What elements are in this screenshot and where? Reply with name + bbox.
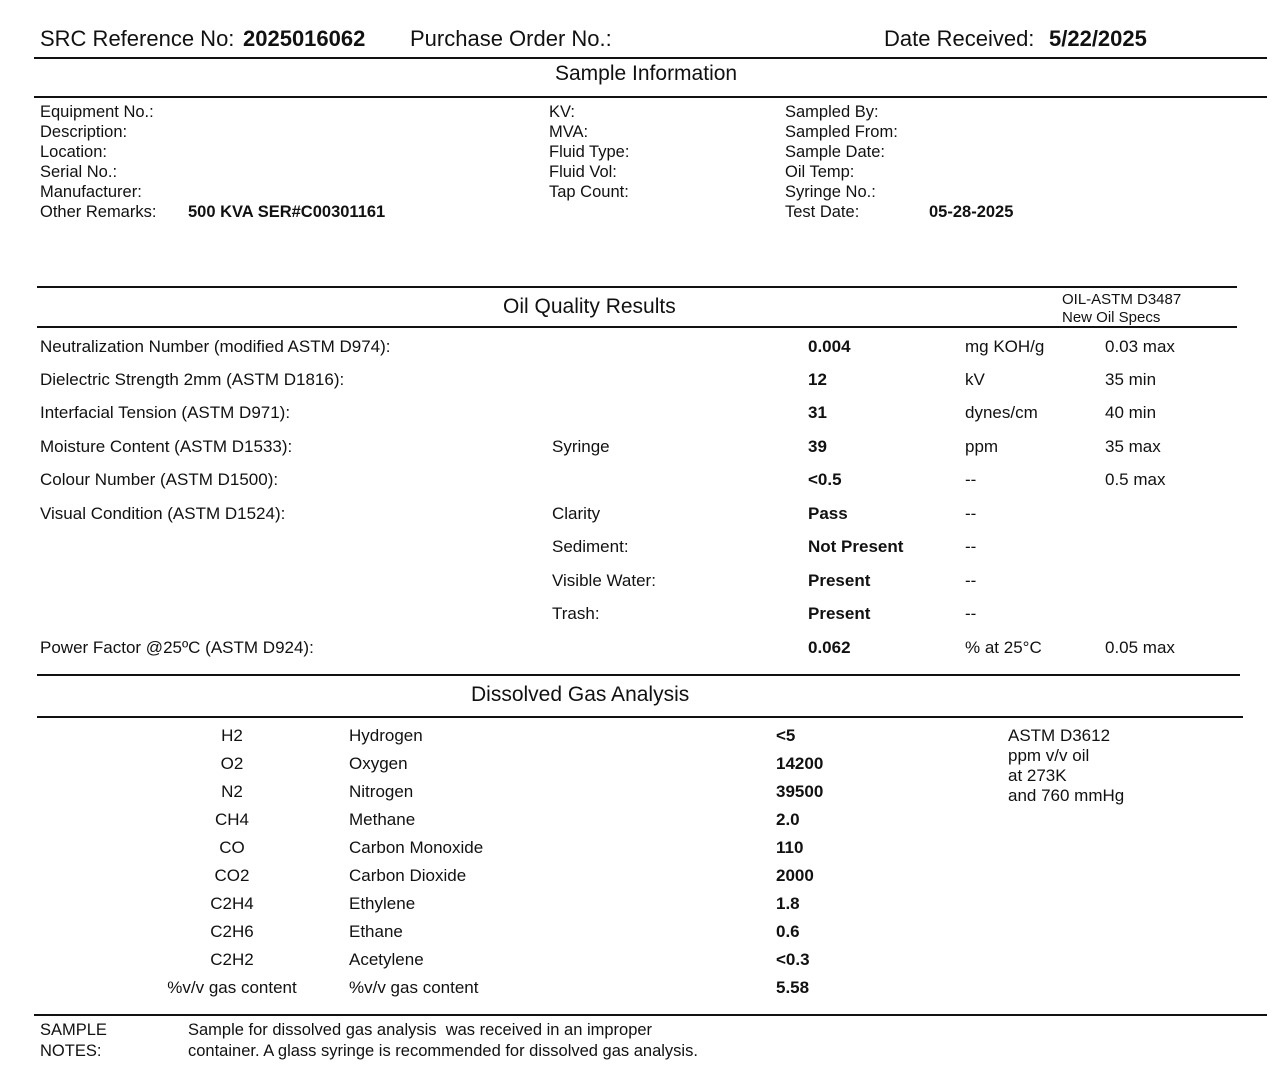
gas-value: 0.6 xyxy=(776,922,800,941)
header-divider xyxy=(34,57,1267,59)
notes-label-line: SAMPLE xyxy=(40,1021,107,1039)
tap-count-label: Tap Count: xyxy=(549,183,629,201)
gas-formula: %v/v gas content xyxy=(167,978,297,997)
sample-info-title: Sample Information xyxy=(555,62,738,85)
gas-value: 1.8 xyxy=(776,894,800,913)
gas-formula: N2 xyxy=(221,782,243,801)
notes-text-line: container. A glass syringe is recommended for dissolved gas analysis. xyxy=(188,1042,698,1060)
test-unit: -- xyxy=(965,571,977,590)
gas-formula: C2H4 xyxy=(210,894,254,913)
gas-formula: CO xyxy=(219,838,245,857)
sample-info-col3 xyxy=(785,102,898,222)
dga-top-divider xyxy=(37,674,1240,676)
oil-quality-divider xyxy=(37,326,1237,328)
test-value: 0.004 xyxy=(808,337,851,356)
gas-name: Oxygen xyxy=(349,754,408,773)
gas-name: Ethane xyxy=(349,922,403,941)
test-subtype: Trash: xyxy=(552,604,600,623)
spec-type-label: New Oil Specs xyxy=(1062,309,1161,326)
test-date-value: 05-28-2025 xyxy=(929,203,1014,221)
test-unit: kV xyxy=(965,370,985,389)
notes-text-line: Sample for dissolved gas analysis was received in an improper xyxy=(188,1021,653,1039)
gas-name: Methane xyxy=(349,810,416,829)
date-received-value: 5/22/2025 xyxy=(1049,26,1147,51)
test-subtype: Clarity xyxy=(552,504,601,523)
test-name: Interfacial Tension (ASTM D971): xyxy=(40,403,291,422)
gas-value: 110 xyxy=(776,838,804,857)
src-reference-value: 2025016062 xyxy=(243,26,366,51)
test-name: Colour Number (ASTM D1500): xyxy=(40,470,279,489)
gas-formula: CO2 xyxy=(214,866,250,885)
notes-label xyxy=(40,1020,107,1062)
gas-formula: CH4 xyxy=(214,810,249,829)
gas-name: %v/v gas content xyxy=(349,978,479,997)
test-subtype: Sediment: xyxy=(552,537,629,556)
dga-method-line: at 273K xyxy=(1008,766,1067,785)
sample-info-col1 xyxy=(40,102,156,222)
sample-info-divider xyxy=(34,96,1267,98)
gas-formula: C2H2 xyxy=(210,950,254,969)
gas-formula: H2 xyxy=(221,726,243,745)
test-value: <0.5 xyxy=(808,470,842,489)
test-value: 12 xyxy=(808,370,827,389)
gas-formula: O2 xyxy=(220,754,244,773)
test-value: 39 xyxy=(808,437,827,456)
gas-name: Ethylene xyxy=(349,894,416,913)
manufacturer-label: Manufacturer: xyxy=(40,183,142,201)
notes-label-line: NOTES: xyxy=(40,1042,102,1060)
location-label: Location: xyxy=(40,143,107,161)
gas-value: <0.3 xyxy=(776,950,810,969)
kv-label: KV: xyxy=(549,103,575,121)
other-remarks-value: 500 KVA SER#C00301161 xyxy=(188,203,386,221)
test-spec: 35 min xyxy=(1105,370,1157,389)
gas-name: Carbon Monoxide xyxy=(349,838,484,857)
date-received-label: Date Received: xyxy=(884,26,1035,51)
oil-quality-top-divider xyxy=(37,286,1237,288)
test-value: 0.062 xyxy=(808,638,851,657)
test-spec: 40 min xyxy=(1105,403,1157,422)
test-spec: 35 max xyxy=(1105,437,1161,456)
test-value: 31 xyxy=(808,403,827,422)
src-reference-label: SRC Reference No: xyxy=(40,26,235,51)
gas-value: 2000 xyxy=(776,866,814,885)
gas-value: 2.0 xyxy=(776,810,800,829)
oil-temp-label: Oil Temp: xyxy=(785,163,855,181)
test-value: Not Present xyxy=(808,537,904,556)
sampled-by-label: Sampled By: xyxy=(785,103,879,121)
dga-method-line: and 760 mmHg xyxy=(1008,786,1125,805)
gas-name: Carbon Dioxide xyxy=(349,866,467,885)
test-date-label: Test Date: xyxy=(785,203,860,221)
sampled-from-label: Sampled From: xyxy=(785,123,898,141)
test-value: Present xyxy=(808,604,871,623)
dga-method-line: ASTM D3612 xyxy=(1008,726,1111,745)
dga-method-line: ppm v/v oil xyxy=(1008,746,1090,765)
fluid-type-label: Fluid Type: xyxy=(549,143,630,161)
test-unit: -- xyxy=(965,537,977,556)
test-unit: -- xyxy=(965,504,977,523)
oil-quality-title: Oil Quality Results xyxy=(503,295,676,318)
gas-value: <5 xyxy=(776,726,796,745)
purchase-order-label: Purchase Order No.: xyxy=(410,26,612,51)
gas-value: 14200 xyxy=(776,754,824,773)
gas-name: Nitrogen xyxy=(349,782,414,801)
test-name: Visual Condition (ASTM D1524): xyxy=(40,504,286,523)
sample-date-label: Sample Date: xyxy=(785,143,885,161)
test-value: Pass xyxy=(808,504,848,523)
test-unit: -- xyxy=(965,470,977,489)
test-unit: mg KOH/g xyxy=(965,337,1045,356)
test-name: Dielectric Strength 2mm (ASTM D1816): xyxy=(40,370,345,389)
mva-label: MVA: xyxy=(549,123,589,141)
gas-name: Hydrogen xyxy=(349,726,423,745)
spec-standard-label: OIL-ASTM D3487 xyxy=(1062,291,1182,308)
test-value: Present xyxy=(808,571,871,590)
description-label: Description: xyxy=(40,123,128,141)
gas-value: 5.58 xyxy=(776,978,810,997)
gas-formula: C2H6 xyxy=(210,922,254,941)
test-unit: % at 25°C xyxy=(965,638,1042,657)
serial-no-label: Serial No.: xyxy=(40,163,118,181)
test-unit: dynes/cm xyxy=(965,403,1038,422)
sample-info-col2 xyxy=(549,102,629,202)
test-unit: -- xyxy=(965,604,977,623)
test-spec: 0.5 max xyxy=(1105,470,1166,489)
test-subtype: Syringe xyxy=(552,437,610,456)
dga-title: Dissolved Gas Analysis xyxy=(471,683,690,706)
gas-value: 39500 xyxy=(776,782,824,801)
fluid-vol-label: Fluid Vol: xyxy=(549,163,617,181)
notes-text xyxy=(188,1020,698,1062)
test-spec: 0.05 max xyxy=(1105,638,1175,657)
equipment-no-label: Equipment No.: xyxy=(40,103,154,121)
dga-divider xyxy=(37,716,1243,718)
test-name: Power Factor @25ºC (ASTM D924): xyxy=(40,638,314,657)
other-remarks-label: Other Remarks: xyxy=(40,203,157,221)
gas-name: Acetylene xyxy=(349,950,424,969)
syringe-no-label: Syringe No.: xyxy=(785,183,876,201)
notes-divider xyxy=(34,1014,1267,1016)
test-spec: 0.03 max xyxy=(1105,337,1175,356)
test-unit: ppm xyxy=(965,437,999,456)
test-name: Moisture Content (ASTM D1533): xyxy=(40,437,293,456)
dga-method-note xyxy=(1008,726,1124,806)
test-subtype: Visible Water: xyxy=(552,571,656,590)
test-name: Neutralization Number (modified ASTM D974): xyxy=(40,337,391,356)
